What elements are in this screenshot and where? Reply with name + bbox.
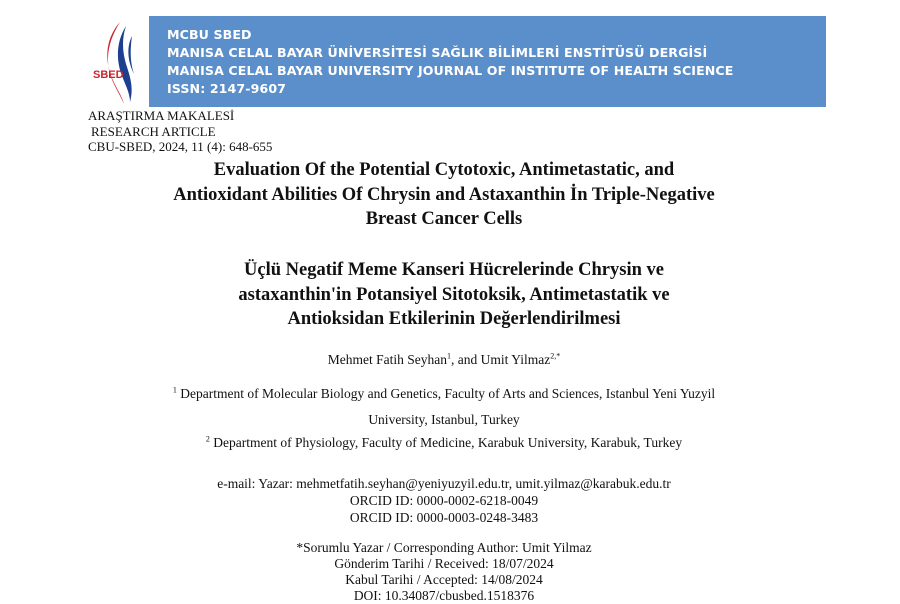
journal-issn: ISSN: 2147-9607 xyxy=(167,81,287,96)
author-name: Mehmet Fatih Seyhan xyxy=(327,352,447,367)
article-meta xyxy=(88,108,272,155)
corresponding-author: *Sorumlu Yazar / Corresponding Author: Umit Yilmaz xyxy=(296,540,592,555)
title-tr-line: Üçlü Negatif Meme Kanseri Hücrelerinde Chrysin ve xyxy=(244,260,664,280)
affiliation-number: 1 xyxy=(172,385,177,395)
title-tr-line: astaxanthin'in Potansiyel Sitotoksik, Antimetastatik ve xyxy=(238,284,670,305)
title-en-line: Breast Cancer Cells xyxy=(365,209,523,229)
author-list xyxy=(0,352,888,368)
affiliation-text: University, Istanbul, Turkey xyxy=(368,412,520,427)
correspondence-info xyxy=(0,540,888,604)
author-affiliation-mark: 1 xyxy=(446,351,451,361)
article-title-tr xyxy=(10,258,898,332)
journal-logo xyxy=(88,16,149,107)
affiliation-text: Department of Molecular Biology and Genetics, Faculty of Arts and Sciences, Istanbul Yeni Yuzyil xyxy=(180,386,716,401)
title-en-line: Antioxidant Abilities Of Chrysin and Astaxanthin İn Triple-Negative xyxy=(173,184,715,205)
journal-header-banner xyxy=(88,16,826,107)
article-type-tr: ARAŞTIRMA MAKALESİ xyxy=(88,108,235,123)
affiliation-text: Department of Physiology, Faculty of Medicine, Karabuk University, Karabuk, Turkey xyxy=(213,435,683,450)
author-name: Umit Yilmaz xyxy=(480,352,551,367)
orcid-line: ORCID ID: 0000-0002-6218-0049 xyxy=(349,493,539,508)
title-en-line: Evaluation Of the Potential Cytotoxic, Antimetastatic, and xyxy=(213,160,675,180)
journal-name-en: MANISA CELAL BAYAR UNIVERSITY JOURNAL OF INSTITUTE OF HEALTH SCIENCE xyxy=(167,63,734,78)
article-citation: CBU-SBED, 2024, 11 (4): 648-655 xyxy=(88,139,273,154)
author-affiliation-mark: 2,* xyxy=(550,351,561,361)
doi: DOI: 10.34087/cbusbed.1518376 xyxy=(353,588,535,603)
logo-text: SBED xyxy=(93,69,124,81)
author-joiner: , and xyxy=(450,352,481,367)
title-tr-line: Antioksidan Etkilerinin Değerlendirilmesi xyxy=(287,309,621,329)
received-date: Gönderim Tarihi / Received: 18/07/2024 xyxy=(334,556,554,571)
affiliation-2 xyxy=(0,430,888,456)
article-type-en: RESEARCH ARTICLE xyxy=(91,123,216,139)
orcid-line: ORCID ID: 0000-0003-0248-3483 xyxy=(349,510,539,525)
accepted-date: Kabul Tarihi / Accepted: 14/08/2024 xyxy=(345,572,543,587)
email-line: e-mail: Yazar: mehmetfatih.seyhan@yeniyuzyil.edu.tr, umit.yilmaz@karabuk.edu.tr xyxy=(217,476,671,491)
journal-name-tr: MANISA CELAL BAYAR ÜNİVERSİTESİ SAĞLIK BİLİMLERİ ENSTİTÜSÜ DERGİSİ xyxy=(167,45,708,60)
contact-info xyxy=(0,475,888,526)
article-title-en xyxy=(0,158,888,232)
affiliation-number: 2 xyxy=(205,434,210,444)
journal-abbrev: MCBU SBED xyxy=(167,27,252,42)
affiliation-1 xyxy=(0,381,888,433)
